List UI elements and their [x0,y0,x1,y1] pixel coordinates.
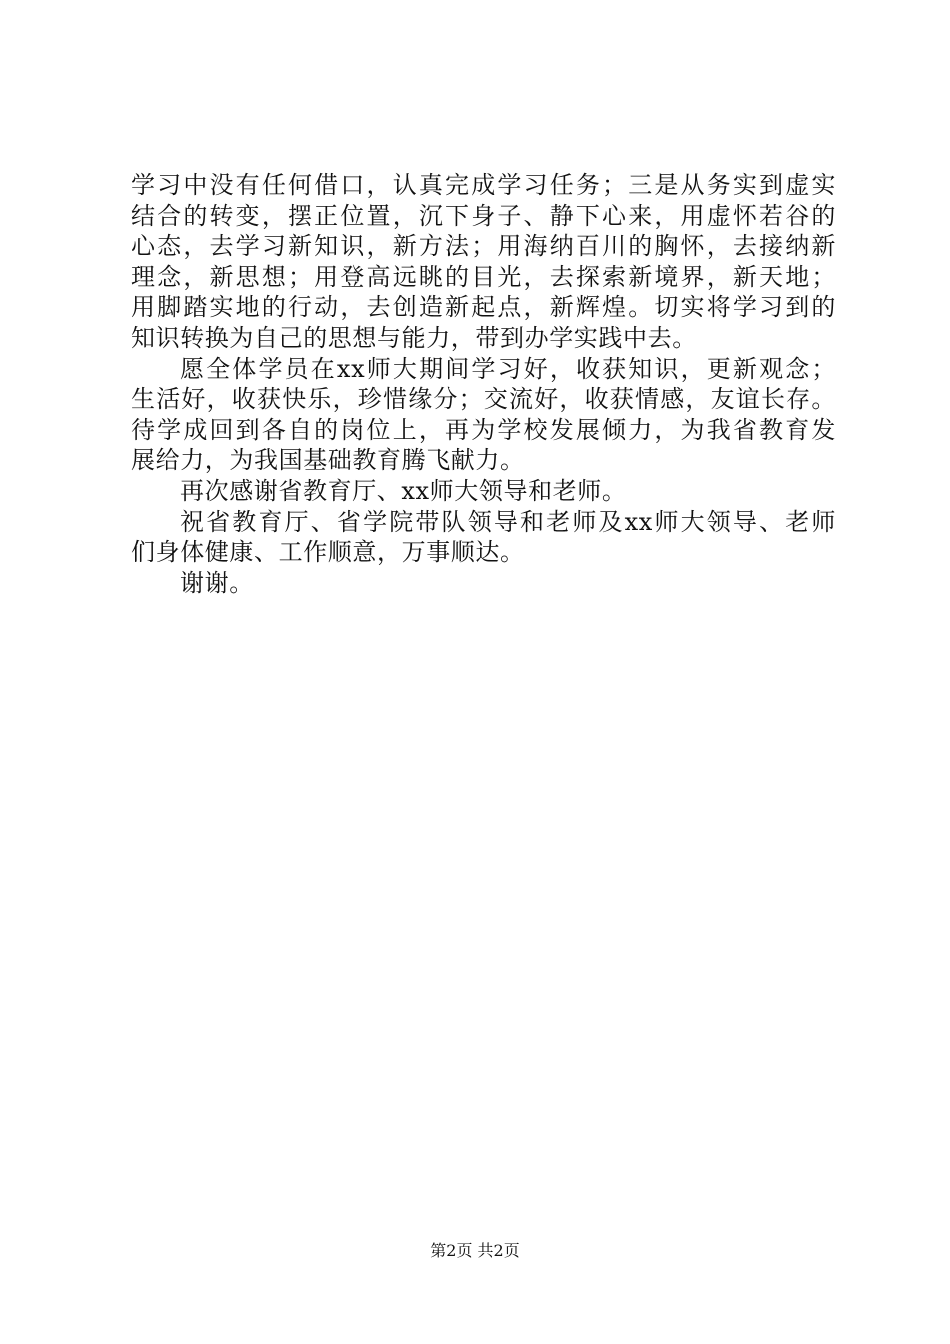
text-line: 生活好，收获快乐，珍惜缘分；交流好，收获情感，友谊长存。 [131,385,836,414]
text-line: 展给力，为我国基础教育腾飞献力。 [131,446,525,475]
text-line: 待学成回到各自的岗位上，再为学校发展倾力，为我省教育发 [131,415,836,444]
text-line: 谢谢。 [180,568,254,597]
text-line: 祝省教育厅、省学院带队领导和老师及xx师大领导、老师 [180,507,836,536]
page-number-label: 第2页 共2页 [430,1241,520,1260]
document-body [131,170,836,598]
page-footer [0,1240,950,1262]
text-line: 结合的转变，摆正位置，沉下身子、静下心来，用虚怀若谷的 [131,201,836,230]
text-line: 学习中没有任何借口，认真完成学习任务；三是从务实到虚实 [131,171,836,199]
text-line: 用脚踏实地的行动，去创造新起点，新辉煌。切实将学习到的 [131,293,836,322]
text-line: 愿全体学员在xx师大期间学习好，收获知识，更新观念； [180,354,836,383]
text-line: 心态，去学习新知识，新方法；用海纳百川的胸怀，去接纳新 [131,232,836,261]
text-line: 知识转换为自己的思想与能力，带到办学实践中去。 [131,323,697,352]
text-line: 再次感谢省教育厅、xx师大领导和老师。 [180,476,627,505]
text-line: 理念，新思想；用登高远眺的目光，去探索新境界，新天地； [131,262,836,291]
text-line: 们身体健康、工作顺意，万事顺达。 [131,538,525,567]
